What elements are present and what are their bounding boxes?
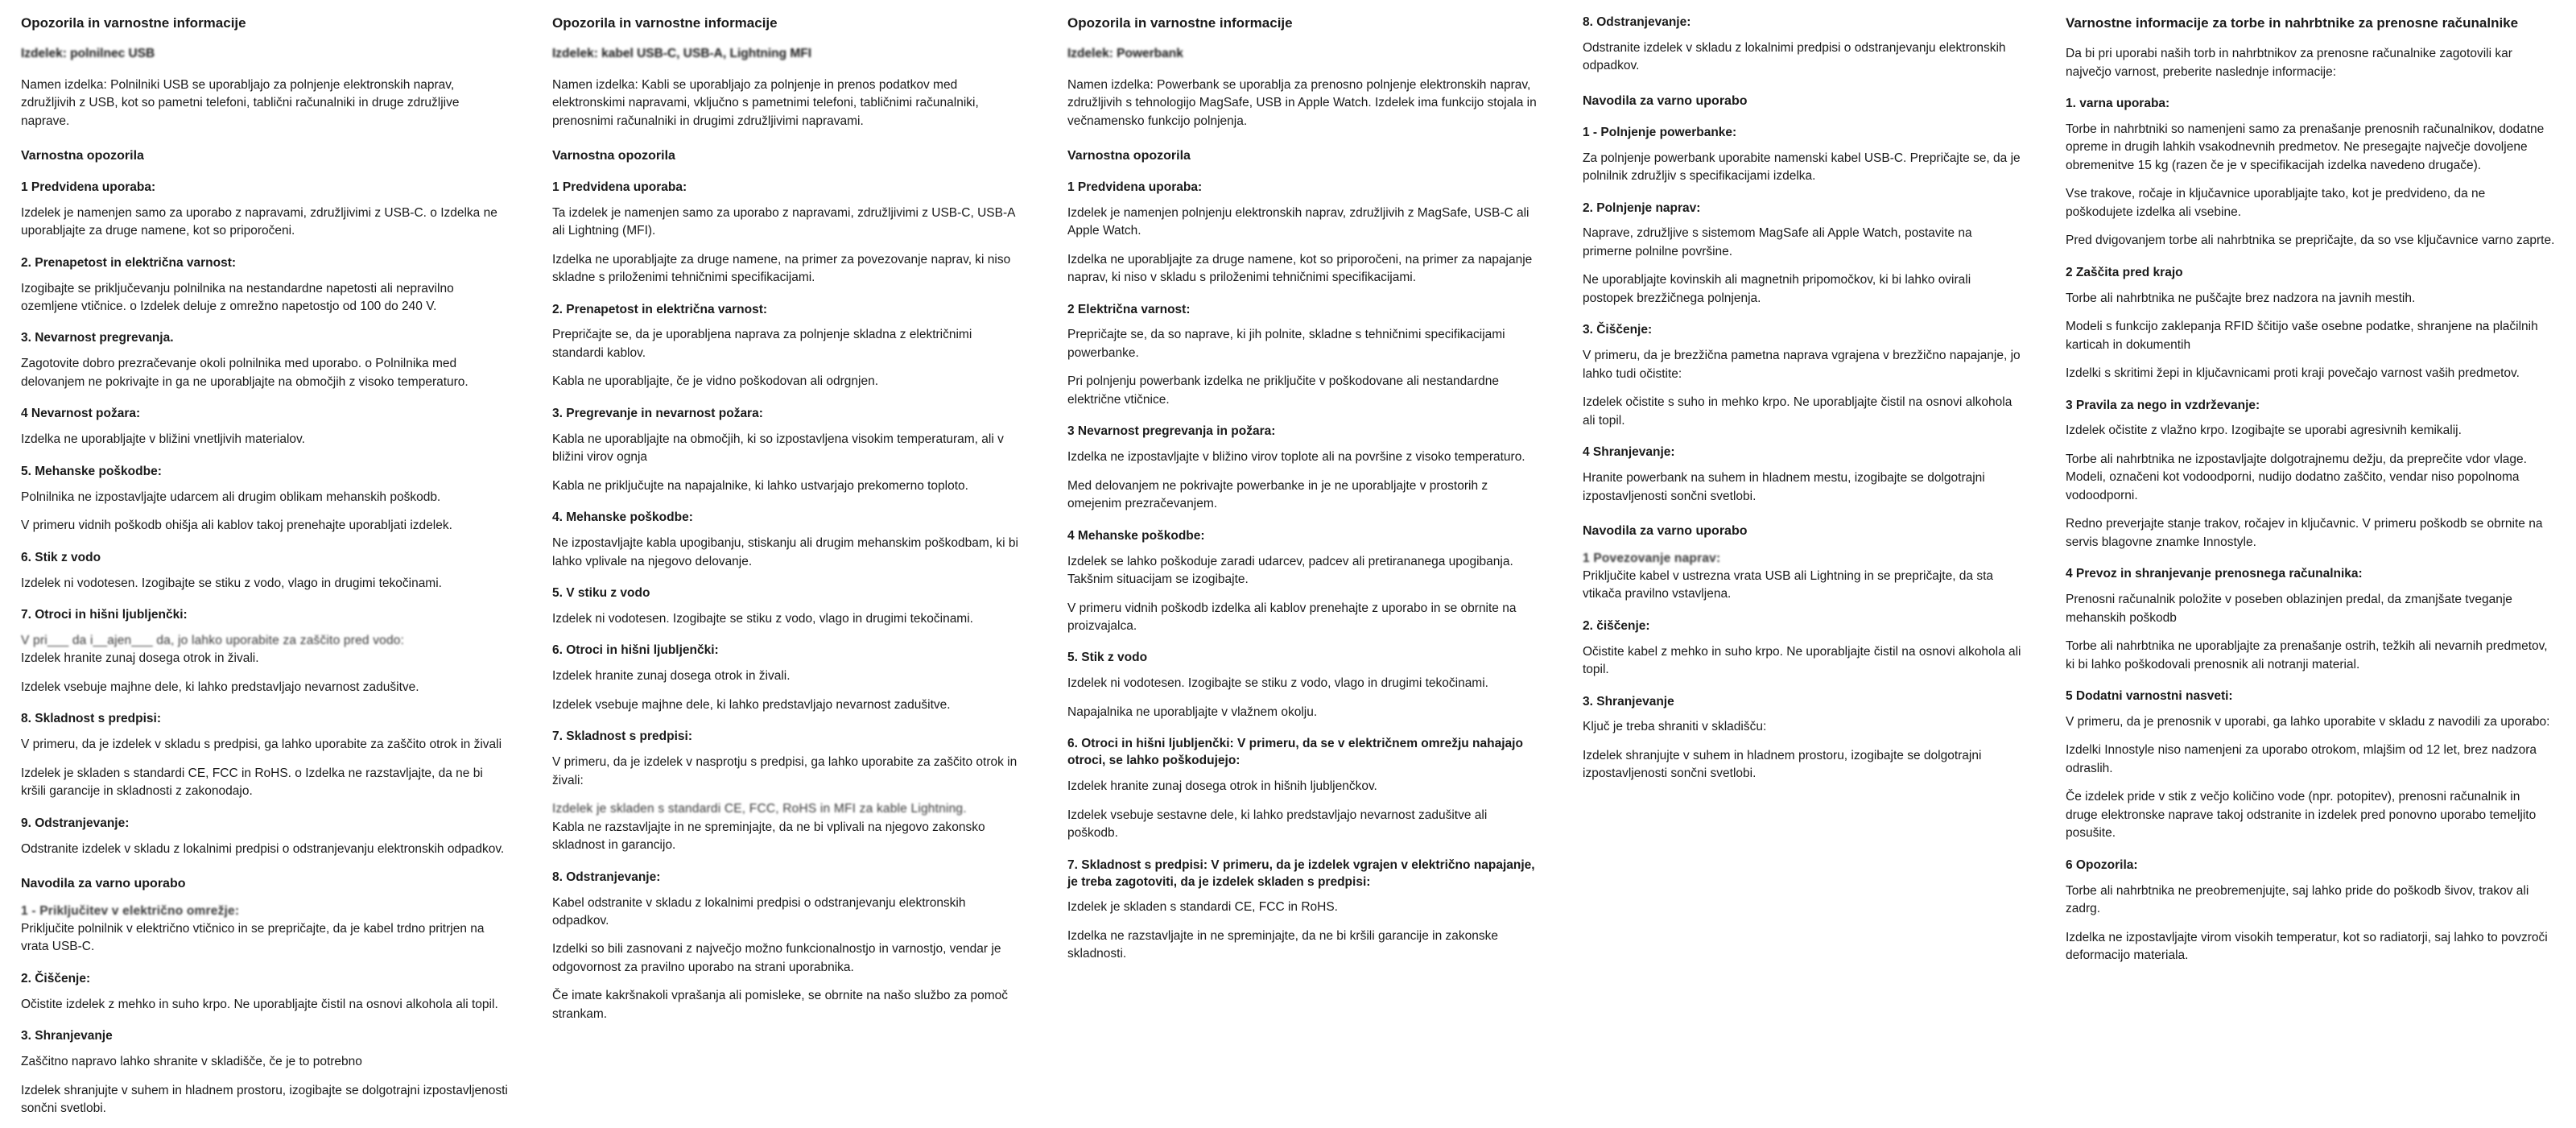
item-text: Izdelka ne razstavljajte in ne spreminjajte, da ne bi kršili garancije in zakonske skladnosti.	[1067, 928, 1499, 961]
item-text: Za polnjenje powerbank uporabite namenski kabel USB-C. Prepričajte se, da je polnilnik združljiv s specifikacijami izdelka.	[1583, 151, 2021, 184]
item-title: 7. Otroci in hišni ljubljenčki:	[21, 607, 188, 622]
item-text: Ne izpostavljajte kabla upogibanju, stiskanju ali drugim mehanskim poškodbam, ki bi lahko vplivale na njegovo delovanje.	[552, 536, 1018, 568]
product-label: Izdelek: Powerbank	[1067, 47, 1183, 61]
item-title: 4 Prevoz in shranjevanje prenosnega računalnika:	[2066, 567, 2363, 581]
section-heading-warnings: Varnostna opozorila	[21, 148, 144, 163]
item-text: Modeli s funkcijo zaklepanja RFID ščitijo vaše osebne podatke, shranjene na plačilnih karticah in dokumentih	[2066, 320, 2538, 352]
item-text: Vse trakove, ročaje in ključavnice uporabljajte tako, kot je predvideno, da ne poškodujete izdelka ali vsebine.	[2066, 187, 2486, 219]
item-text: Izdelka ne izpostavljajte virom visokih temperatur, kot so radiatorji, saj lahko to povzroči deformacijo materiala.	[2066, 930, 2548, 963]
item-text: Izdelki Innostyle niso namenjeni za uporabo otrokom, mlajšim od 12 let, brez nadzora odraslih.	[2066, 743, 2537, 775]
item-title-blurred: 1 Povezovanje naprav:	[1583, 551, 1721, 565]
footer-note: Če imate kakršnakoli vprašanja ali pomislekе, se obrnite na našo službo za pomoč strankam.	[552, 989, 1009, 1021]
item-title: 6. Otroci in hišni ljubljenčki:	[552, 643, 719, 658]
item-text: Med delovanjem ne pokrivajte powerbanke in je ne uporabljajte v prostorih z omejenim prezračevanjem.	[1067, 478, 1488, 511]
item-title: 2. čiščenje:	[1583, 618, 1650, 633]
column-powerbank	[1046, 14, 1562, 974]
item-title: 2 Zaščita pred krajo	[2066, 265, 2183, 279]
item-text: Odstranite izdelek v skladu z lokalnimi predpisi o odstranjevanju elektronskih odpadkov.	[1583, 40, 2006, 73]
page-title: Varnostne informacije za torbe in nahrbtnike za prenosne računalnike	[2066, 15, 2519, 31]
item-title: 2. Prenapetost in električna varnost:	[552, 302, 768, 316]
column-lightning-mfi	[531, 14, 1046, 1034]
item-text: Torbe ali nahrbtnika ne puščajte brez nadzora na javnih mestih.	[2066, 291, 2416, 305]
item-text: Izdelek vsebuje majhne dele, ki lahko predstavljajo nevarnost zadušitve.	[21, 680, 419, 694]
item-title: 4 Nevarnost požara:	[21, 407, 141, 421]
item-text: Izdelek hranite zunaj dosega otrok in živali.	[552, 669, 791, 684]
item-text: Prenosni računalnik položite v poseben oblazinjen predal, da zmanjšate tveganje mehanskih poškodb	[2066, 593, 2512, 625]
column-powerbank-usage	[1562, 14, 2045, 794]
item-title: 1 - Polnjenje powerbanke:	[1583, 125, 1737, 139]
item-text: Ne uporabljajte kovinskih ali magnetnih pripomočkov, ki bi lahko ovirali postopek brezžičnega polnjenja.	[1583, 273, 1971, 305]
item-text: Kabel odstranite v skladu z lokalnimi predpisi o odstranjevanju elektronskih odpadkov.	[552, 895, 966, 928]
item-text: Izdelka ne izpostavljajte v bližino virov toplote ali na površine z visoko temperaturo.	[1067, 450, 1525, 465]
item-text: Pred dvigovanjem torbe ali nahrbtnika se prepričajte, da so vse ključavnice varno zaprte.	[2066, 233, 2555, 248]
item-text: Očistite izdelek z mehko in suho krpo. Ne uporabljajte čistil na osnovi alkohola ali topil.	[21, 997, 498, 1011]
section-heading-usage: Navodila za varno uporabo	[1583, 93, 1748, 108]
item-text: V primeru, da je izdelek v nasprotju s predpisi, ga lahko uporabite za zaščito otrok in živali:	[552, 755, 1018, 787]
section-heading-warnings: Varnostna opozorila	[552, 148, 675, 163]
item-text: Izdelka ne uporabljajte za druge namene, na primer za povezovanje naprav, ki niso skladne s priloženimi tehničnimi specifikacijami.	[552, 252, 1011, 285]
column-laptop-bags	[2045, 14, 2576, 976]
item-text: Izdelka ne uporabljajte za druge namene, kot so priporočeni, na primer za napajanje naprav, ki niso v skladu s priloženimi tehničnimi specifikacijami.	[1067, 252, 1533, 285]
item-title: 5. Stik z vodo	[1067, 651, 1148, 665]
item-text-blurred: Izdelek je skladen s standardi CE, FCC, RoHS in MFI za kable Lightning.	[552, 802, 967, 816]
item-title: 2. Prenapetost in električna varnost:	[21, 255, 237, 270]
item-text: Hranite powerbank na suhem in hladnem mestu, izogibajte se dolgotrajni izpostavljenosti sončni svetlobi.	[1583, 471, 1985, 503]
item-text: Izogibajte se priključevanju polnilnika na nestandardne napetosti ali nepravilno ozemljene vtičnice. o Izdelek deluje z omrežno napetostjo od 100 do 240 V.	[21, 281, 454, 314]
item-text: Zagotovite dobro prezračevanje okoli polnilnika med uporabo. o Polnilnika med delovanjem ne pokrivajte in ga ne uporabljajte na območjih z visoko temperaturo.	[21, 357, 469, 389]
item-text: Torbe in nahrbtniki so namenjeni samo za prenašanje prenosnih računalnikov, dodatne opreme in drugih lahkih vsakodnevnih predmetov. Ne presegajte največje dovoljene obremenitve 15 kg (razen če je v specifikacijah izdelka navedeno drugače).	[2066, 122, 2545, 172]
item-text: Izdelka ne uporabljajte v bližini vnetljivih materialov.	[21, 432, 305, 447]
item-title: 2. Čiščenje:	[21, 971, 91, 985]
intro-text: Da bi pri uporabi naših torb in nahrbtnikov za prenosne računalnike zagotovili kar največjo varnost, preberite naslednje informacije:	[2066, 47, 2512, 79]
item-text: Priključite polnilnik v električno vtičnico in se prepričajte, da je kabel trdno pritrjen na vrata USB-C.	[21, 921, 485, 954]
item-text: Izdelek hranite zunaj dosega otrok in živali.	[21, 651, 259, 666]
item-text: Odstranite izdelek v skladu z lokalnimi predpisi o odstranjevanju elektronskih odpadkov.	[21, 841, 505, 856]
item-text: V primeru, da je brezžična pametna naprava vgrajena v brezžično napajanje, jo lahko tudi očistite:	[1583, 349, 2021, 381]
item-text: Izdelek je skladen s standardi CE, FCC in RoHS.	[1067, 900, 1338, 915]
footer-note: Izdelki so bili zasnovani z največjo možno funkcionalnostjo in varnostjo, vendar je odgovornost za pravilno uporabo na strani uporabnika.	[552, 942, 1001, 974]
item-title: 5. Mehanske poškodbe:	[21, 464, 162, 478]
item-text: Kabla ne razstavljajte in ne spreminjajte, da ne bi vplivali na njegovo zakonsko skladnost in garancijo.	[552, 820, 985, 853]
item-title: 3 Nevarnost pregrevanja in požara:	[1067, 424, 1276, 439]
item-text: Priključite kabel v ustrezna vrata USB ali Lightning in se prepričajte, da sta vtikača pravilno vstavljena.	[1583, 568, 1994, 601]
item-text: Izdelek hranite zunaj dosega otrok in hišnih ljubljenčkov.	[1067, 779, 1377, 794]
item-title: 1 Predvidena uporaba:	[21, 180, 156, 194]
page-title: Opozorila in varnostne informacije	[552, 15, 778, 31]
item-text: Izdelek shranjujte v suhem in hladnem prostoru, izogibajte se dolgotrajni izpostavljenosti sončni svetlobi.	[1583, 748, 1982, 781]
item-title: 5. V stiku z vodo	[552, 586, 650, 601]
item-text: Polnilnika ne izpostavljajte udarcem ali drugim oblikam mehanskih poškodb.	[21, 490, 441, 504]
product-label: Izdelek: kabel USB-C, USB-A, Lightning MFI	[552, 47, 812, 61]
product-purpose: Namen izdelka: Powerbank se uporablja za prenosno polnjenje elektronskih naprav, združljivih s tehnologijo MagSafe, USB in Apple Watch. Izdelek ima funkcijo stojala in večnamensko funkcijo polnjenja.	[1067, 77, 1537, 128]
item-text: Izdelek očistite z vlažno krpo. Izogibajte se uporabi agresivnih kemikalij.	[2066, 424, 2462, 438]
item-text: Kabla ne priključujte na napajalnike, ki lahko ustvarjajo prekomerno toploto.	[552, 478, 968, 493]
item-text: Izdelek ni vodotesen. Izogibajte se stiku z vodo, vlago in drugimi tekočinami.	[21, 576, 442, 590]
item-text: Izdelek se lahko poškoduje zaradi udarcev, padcev ali pretirananega upogibanja. Takšnim situacijam se izogibajte.	[1067, 554, 1513, 587]
item-text-blurred: V pri___ da i__ajen___ da, jo lahko uporabite za zaščito pred vodo:	[21, 633, 405, 647]
item-title: 6. Otroci in hišni ljubljenčki: V primeru, da se v električnem omrežju nahajajo otroci, se lahko poškodujejo:	[1067, 737, 1523, 768]
item-title: 4 Shranjevanje:	[1583, 445, 1675, 460]
item-title-blurred: 1 - Priključitev v električno omrežje:	[21, 903, 240, 918]
item-title: 8. Skladnost s predpisi:	[21, 712, 161, 726]
column-usb-c-cable	[0, 14, 531, 1128]
product-purpose: Namen izdelka: Polnilniki USB se uporabljajo za polnjenje elektronskih naprav, združljivih z USB, kot so pametni telefoni, tablični računalniki in druge združljive naprave.	[21, 77, 460, 128]
item-title: 6 Opozorila:	[2066, 857, 2138, 872]
item-text: Če izdelek pride v stik z večjo količino vode (npr. potopitev), prenosni računalnik in druge elektronske naprave takoj odstranite in izdelek pred ponovno uporabo temeljito posušite.	[2066, 790, 2537, 841]
item-title: 7. Skladnost s predpisi: V primeru, da je izdelek vgrajen v električno napajanje, je treba zagotoviti, da je izdelek skladen s predpisi:	[1067, 857, 1535, 889]
item-title: 3. Nevarnost pregrevanja.	[21, 331, 174, 345]
item-text: Očistite kabel z mehko in suho krpo. Ne uporabljajte čistil na osnovi alkohola ali topil.	[1583, 644, 2021, 677]
item-text: Prepričajte se, da je uporabljena naprava za polnjenje skladna z električnimi standardi kablov.	[552, 328, 972, 360]
item-text: Ključ je treba shraniti v skladišču:	[1583, 720, 1767, 734]
item-title: 9. Odstranjevanje:	[21, 816, 130, 830]
item-title: 7. Skladnost s predpisi:	[552, 729, 692, 744]
item-text: Izdelek ni vodotesen. Izogibajte se stiku z vodo, vlago in drugimi tekočinami.	[552, 612, 973, 626]
item-text: Torbe ali nahrbtnika ne uporabljajte za prenašanje ostrih, težkih ali nevarnih predmetov, ki bi lahko poškodovali prenosnik ali notranji material.	[2066, 639, 2548, 671]
item-text: Izdelek je skladen s standardi CE, FCC in RoHS. o Izdelka ne razstavljajte, da ne bi kršili garancije in skladnosti z zakonodajo.	[21, 766, 483, 799]
item-text: Naprave, združljive s sistemom MagSafe ali Apple Watch, postavite na primerne polnilne površine.	[1583, 226, 1972, 258]
item-title: 3. Čiščenje:	[1583, 323, 1653, 337]
item-title: 1 Predvidena uporaba:	[1067, 180, 1203, 194]
item-text: Torbe ali nahrbtnika ne izpostavljajte dolgotrajnemu dežju, da preprečite vdor vlage. Modeli, označeni kot vodoodporni, nudijo dodatno zaščito, vendar niso popolnoma vodoodporni.	[2066, 452, 2527, 502]
page-title: Opozorila in varnostne informacije	[21, 15, 246, 31]
item-text: Kabla ne uporabljajte, če je vidno poškodovan ali odrgnjen.	[552, 374, 879, 389]
product-label: Izdelek: polnilnec USB	[21, 47, 155, 61]
item-text: Izdelek očistite s suho in mehko krpo. Ne uporabljajte čistil na osnovi alkohola ali topil.	[1583, 395, 2013, 428]
product-purpose: Namen izdelka: Kabli se uporabljajo za polnjenje in prenos podatkov med elektronskimi napravami, vključno s pametnimi telefoni, tabličnimi računalniki, prenosnimi računalniki in drugimi združljivimi napravami.	[552, 77, 979, 128]
item-title: 3. Shranjevanje	[1583, 694, 1674, 709]
item-title: 2. Polnjenje naprav:	[1583, 200, 1701, 215]
item-text: Izdelek ni vodotesen. Izogibajte se stiku z vodo, vlago in drugimi tekočinami.	[1067, 676, 1488, 691]
item-title: 5 Dodatni varnostni nasveti:	[2066, 689, 2233, 704]
item-text: Prepričajte se, da so naprave, ki jih polnite, skladne s tehničnimi specifikacijami powerbanke.	[1067, 328, 1505, 360]
item-text: Izdelek je namenjen polnjenju elektronskih naprav, združljivih z MagSafe, USB-C ali Apple Watch.	[1067, 205, 1530, 238]
item-text: Napajalnika ne uporabljajte v vlažnem okolju.	[1067, 704, 1318, 719]
item-title: 8. Odstranjevanje:	[552, 870, 661, 884]
item-text: V primeru vidnih poškodb ohišja ali kablov takoj prenehajte uporabljati izdelek.	[21, 519, 452, 533]
item-text: Izdelek vsebuje majhne dele, ki lahko predstavljajo nevarnost zadušitve.	[552, 697, 951, 712]
item-text: Torbe ali nahrbtnika ne preobremenjujte, saj lahko pride do poškodb šivov, trakov ali zadrg.	[2066, 883, 2529, 916]
item-text: V primeru, da je izdelek v skladu s predpisi, ga lahko uporabite za zaščito otrok in živali	[21, 738, 502, 752]
item-title: 4. Mehanske poškodbe:	[552, 510, 693, 525]
item-text: Ta izdelek je namenjen samo za uporabo z napravami, združljivimi z USB-C, USB-A ali Lightning (MFI).	[552, 205, 1015, 238]
item-title: 8. Odstranjevanje:	[1583, 15, 1691, 29]
item-text: Kabla ne uporabljajte na območjih, ki so izpostavljena visokim temperaturam, ali v bližini virov ognja	[552, 432, 1004, 465]
item-text: Izdelek shranjujte v suhem in hladnem prostoru, izogibajte se dolgotrajni izpostavljenosti sončni svetlobi.	[21, 1083, 508, 1116]
item-title: 3 Pravila za nego in vzdrževanje:	[2066, 398, 2260, 412]
item-title: 4 Mehanske poškodbe:	[1067, 528, 1205, 543]
item-text: Zaščitno napravo lahko shranite v skladišče, če je to potrebno	[21, 1055, 362, 1069]
item-title: 6. Stik z vodo	[21, 550, 101, 564]
section-heading-usage: Navodila za varno uporabo	[21, 877, 186, 891]
item-title: 1. varna uporaba:	[2066, 97, 2170, 111]
item-text: Izdelek vsebuje sestavne dele, ki lahko predstavljajo nevarnost zadušitve ali poškodb.	[1067, 808, 1488, 841]
section-heading-usage-2: Navodila za varno uporabo	[1583, 523, 1748, 538]
item-text: V primeru vidnih poškodb izdelka ali kablov prenehajte z uporabo in se obrnite na proizvajalca.	[1067, 601, 1517, 634]
item-text: Pri polnjenju powerbank izdelka ne priključite v poškodovane ali nestandardne električne vtičnice.	[1067, 374, 1499, 407]
item-text: Izdelek je namenjen samo za uporabo z napravami, združljivimi z USB-C. o Izdelka ne uporabljajte za druge namene, kot so priporočeni.	[21, 205, 497, 238]
item-text: V primeru, da je prenosnik v uporabi, ga lahko uporabite v skladu z navodili za uporabo:	[2066, 715, 2550, 729]
item-title: 1 Predvidena uporaba:	[552, 180, 687, 194]
item-title: 3. Shranjevanje	[21, 1029, 113, 1043]
page-title: Opozorila in varnostne informacije	[1067, 15, 1293, 31]
item-title: 2 Električna varnost:	[1067, 302, 1191, 316]
item-title: 3. Pregrevanje in nevarnost požara:	[552, 406, 763, 420]
item-text: Redno preverjajte stanje trakov, ročajev in ključavnic. V primeru poškodb se obrnite na servis blagovne znamke Innostyle.	[2066, 517, 2543, 549]
section-heading-warnings: Varnostna opozorila	[1067, 148, 1191, 163]
item-text: Izdelki s skritimi žepi in ključavnicami proti kraji povečajo varnost vaših predmetov.	[2066, 366, 2520, 381]
